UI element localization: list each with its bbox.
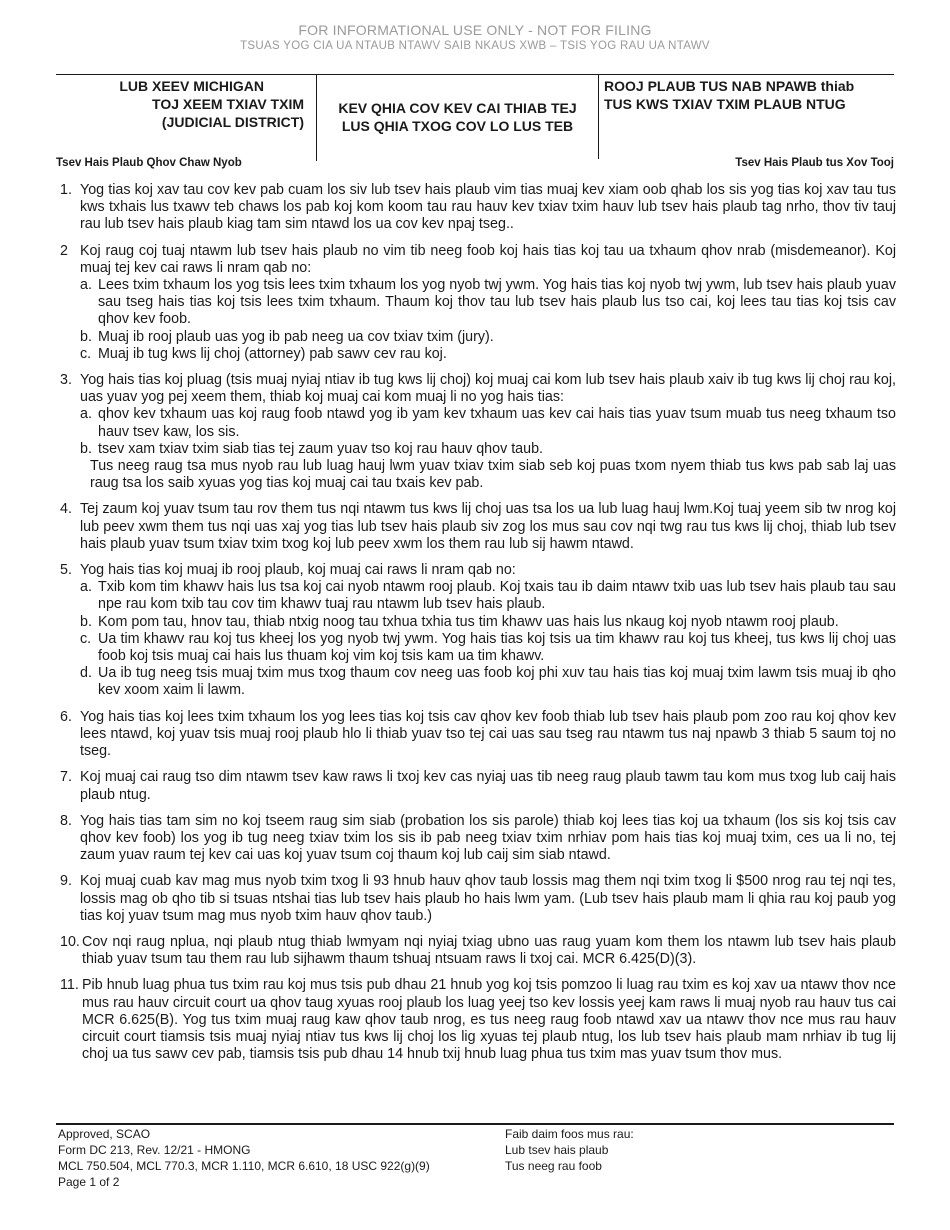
list-item	[60, 813, 896, 865]
item-note: Tus neeg raug tsa mus nyob rau lub luag hauj lwm yuav txiav txim siab seb koj puas txom nyem thiab tus kws pab sab laj uas raug tsa los saib xyuas yog tias koj muaj cai tau txais kev pab.	[90, 458, 896, 492]
list-item	[60, 243, 896, 363]
sub-item-text: Ua ib tug neeg tsis muaj txim mus txog thaum cov neeg uas foob koj phi xuv tau hais tias koj muaj txim lawm tsis muaj ib qho kev xoom xaim li lawm.	[98, 665, 896, 699]
item-text: Yog tias koj xav tau cov kev pab cuam los siv lub tsev hais plaub vim tias muaj kev xiam oob qhab los sis yog tias koj xav tau tus kws txhais lus txawv teb chaws los pab koj kom koom tau rau hauv kev txiav txim hauv lub tsev hais plaub tag nrho, thov tiv tauj rau lub tsev hais plaub kiag tam sim ntawd los ua cov kev npaj tseg..	[80, 182, 896, 233]
distribution-list	[505, 1126, 634, 1174]
sub-item-letter: a.	[80, 579, 92, 596]
sub-item-letter: a.	[80, 277, 92, 294]
sub-item-letter: b.	[80, 613, 92, 630]
list-item	[60, 977, 896, 1063]
informational-banner-hmong: TSUAS YOG CIA UA NTAUB NTAWV SAIB NKAUS XWB – TSIS YOG RAU UA NTAWV	[240, 40, 710, 52]
rights-list	[60, 182, 896, 1072]
sub-item-letter: a.	[80, 406, 92, 423]
item-number: 3.	[60, 372, 72, 389]
legal-citations: MCL 750.504, MCL 770.3, MCR 1.110, MCR 6.610, 18 USC 922(g)(9)	[58, 1159, 430, 1173]
sub-item	[80, 631, 896, 665]
case-number-label-2: TUS KWS TXIAV TXIM PLAUB NTUG	[604, 96, 846, 112]
court-address-label: Tsev Hais Plaub Qhov Chaw Nyob	[56, 157, 242, 169]
form-title-line-2: LUS QHIA TXOG COV LO LUS TEB	[341, 118, 574, 134]
item-text: Pib hnub luag phua tus txim rau koj mus tsis pub dhau 21 hnub yog koj tsis pomzoo li luag rau txim es koj xav ua ntawv thov nce mus rau hauv circuit court ua qhov taug xyuas rooj plaub los luag yeej tso kev lossis yeej kam raws li muaj nyob rau hauv tus cai MCR 6.625(B). Yog tus txim muaj raug kaw qhov taub nrog, es tus neeg raug foob ntawd xav ua ntawv thov nce mus rau hauv circuit court tiamsis tsis muaj nyiaj ntiav tus kws lij choj los lig xyuas tej plaub ntug, los lub tsev hais plaub mam nrhiav ib tug lij choj ua tus sawv cev pab, tiamsis tsis pub dhau 14 hnub txij hnub luag phua tus txim mas yuav tsum thov mus.	[82, 977, 896, 1063]
list-item	[60, 562, 896, 700]
list-item	[60, 873, 896, 925]
court-phone-label: Tsev Hais Plaub tus Xov Tooj	[735, 157, 894, 169]
sub-item	[80, 441, 896, 458]
sub-item-letter: b.	[80, 328, 92, 345]
page-number: Page 1 of 2	[58, 1175, 120, 1189]
sub-item	[80, 346, 896, 363]
sub-item-text: Lees txim txhaum los yog tsis lees txim txhaum los yog nyob twj ywm. Yog hais tias koj nyob twj ywm, lub tsev hais plaub yuav sau tseg hais tias koj tsis lees txim txhaum. Thaum koj thov tau lub tsev hais plaub lus tso cai, koj lees tau tias koj tsis cav qhov kev foob.	[98, 277, 896, 328]
item-number: 6.	[60, 708, 72, 725]
item-number: 10.	[60, 933, 80, 950]
distribution-defendant: Tus neeg rau foob	[505, 1159, 602, 1173]
sub-item	[80, 579, 896, 613]
sub-item-letter: d.	[80, 665, 92, 682]
item-number: 7.	[60, 769, 72, 786]
sub-item-letter: c.	[80, 630, 92, 647]
court-name-cell	[56, 75, 317, 161]
item-text: Yog hais tias koj lees txim txhaum los yog lees tias koj tsis cav qhov kev foob thiab lub tsev hais plaub pom zoo rau koj qhov kev lees ntawd, koj yuav tsis muaj rooj plaub hlo li thiab yuav tso tej cai uas sau tseg rau ntawm tus naj npawb 3 thiab 5 saum toj no tseg.	[80, 708, 896, 760]
list-item	[60, 769, 896, 803]
list-item	[60, 182, 896, 234]
case-number-label-1: ROOJ PLAUB TUS NAB NPAWB thiab	[604, 78, 855, 94]
list-item	[60, 501, 896, 553]
item-text: Yog hais tias koj pluag (tsis muaj nyiaj ntiav ib tug kws lij choj) koj muaj cai kom lub tsev hais plaub xaiv ib tug kws lij choj rau koj, uas yuav yog pej xeem them, thiab koj muaj cai kom muaj li no yog hais tias:	[80, 372, 896, 406]
item-text: Koj muaj cuab kav mag mus nyob txim txog li 93 hnub hauv qhov taub lossis mag them nqi txim txog li $500 nrog rau tej nqi tes, lossis mag ob qho tib si tsuas ntshai tias lub tsev hais plaub ho hais lwm yam. (Lub tsev hais plaub mam li qhia rau koj paub yog tias koj yuav tsum mag mus nyob txim hauv qhov taub.)	[80, 873, 896, 924]
item-number: 1.	[60, 182, 72, 198]
sub-item-text: Muaj ib tug kws lij choj (attorney) pab sawv cev rau koj.	[98, 345, 447, 362]
form-metadata	[58, 1126, 430, 1190]
court-state: LUB XEEV MICHIGAN	[119, 78, 264, 94]
sub-item	[80, 406, 896, 440]
list-item	[60, 709, 896, 761]
sub-item-text: Kom pom tau, hnov tau, thiab ntxig noog tau txhua txhia tus tim khawv uas hais lus nkaug koj nyob ntawm rooj plaub.	[98, 613, 839, 630]
item-text: Koj muaj cai raug tso dim ntawm tsev kaw raws li txoj kev cas nyiaj uas tib neeg raug plaub tawm tau kom mus txog lub caij hais plaub ntug.	[80, 769, 896, 803]
form-number: Form DC 213, Rev. 12/21 - HMONG	[58, 1143, 251, 1157]
footer-divider	[56, 1123, 894, 1125]
sub-item-text: Ua tim khawv rau koj tus kheej los yog nyob twj ywm. Yog hais tias koj tsis ua tim khawv rau koj tus kheej, tus kws lij choj uas foob koj tsis muaj cai hais lus thuam koj vim koj tsis kam ua tim khawv.	[98, 630, 896, 665]
sub-item-letter: b.	[80, 440, 92, 457]
list-item	[60, 372, 896, 492]
sub-item	[80, 665, 896, 699]
sub-item	[80, 329, 896, 346]
sub-item	[80, 614, 896, 631]
item-text: Tej zaum koj yuav tsum tau rov them tus nqi ntawm tus kws lij choj uas tsa los ua lub luag hauj lwm.Koj tuaj yeem sib tw nrog koj lub peev xwm them tus nqi uas xaj yog tias lub tsev hais plaub siv zog los mus sau cov nqi twg rau tus kws lij choj, thiab lub tsev hais plaub yuav tsum txiav txim txog koj lub peev xwm los them rau lub sij hawm ntawd.	[80, 501, 896, 552]
form-header	[56, 74, 894, 159]
distribution-court: Lub tsev hais plaub	[505, 1143, 609, 1157]
item-number: 4.	[60, 501, 72, 518]
case-number-cell	[604, 77, 894, 113]
item-number: 5.	[60, 562, 72, 579]
list-item	[60, 934, 896, 968]
informational-banner: FOR INFORMATIONAL USE ONLY - NOT FOR FILING	[298, 22, 652, 38]
item-text: Yog hais tias koj muaj ib rooj plaub, koj muaj cai raws li nram qab no:	[80, 562, 516, 579]
item-number: 9.	[60, 873, 72, 890]
court-district: (JUDICIAL DISTRICT)	[161, 114, 304, 130]
sub-item-letter: c.	[80, 345, 92, 362]
distribution-title: Faib daim foos mus rau:	[505, 1127, 634, 1141]
form-title-line-1: KEV QHIA COV KEV CAI THIAB TEJ	[338, 100, 577, 116]
sub-item-text: qhov kev txhaum uas koj raug foob ntawd yog ib yam kev txhaum uas kev cai hais tias yuav tsum muab tus neeg txhaum tso hauv tsev kaw, los sis.	[98, 406, 896, 440]
sub-item-text: Txib kom tim khawv hais lus tsa koj cai nyob ntawm rooj plaub. Koj txais tau ib daim ntawv txib uas lub tsev hais plaub tau sau npe rau kom txib tau cov tim khawv tuaj rau ntawm lub tsev hais plaub.	[98, 579, 896, 613]
item-number: 11.	[60, 977, 79, 994]
item-text: Cov nqi raug nplua, nqi plaub ntug thiab lwmyam nqi nyiaj txiag ubno uas raug yuam kom them los ntawm lub tsev hais plaub thiab yuav tsum tau them rau lub sijhawm thaum tshuaj ntsuam raws li txoj cai. MCR 6.425(D)(3).	[82, 933, 896, 968]
item-number: 8.	[60, 812, 72, 829]
sub-item-text: Muaj ib rooj plaub uas yog ib pab neeg ua cov txiav txim (jury).	[98, 328, 494, 345]
court-type: TOJ XEEM TXIAV TXIM	[152, 96, 304, 112]
item-number: 2	[60, 242, 68, 259]
item-text: Yog hais tias tam sim no koj tseem raug sim siab (probation los sis parole) thiab koj lees tias koj ua txhaum (los sis koj tsis cav qhov kev foob) los yog ib tug neeg txiav txim los sis ib pab neeg txiav txim nrhiav pom hais tias koj muaj txim, ces ua li no, tej zaum yuav raum tej kev cai uas koj yuav tsum coj thaum koj lub caij sim siab ntawd.	[80, 812, 896, 864]
form-title-cell	[317, 75, 599, 159]
sub-item-text: tsev xam txiav txim siab tias tej zaum yuav tso koj rau hauv qhov taub.	[98, 440, 543, 457]
approval-note: Approved, SCAO	[58, 1127, 151, 1141]
sub-item	[80, 277, 896, 329]
item-text: Koj raug coj tuaj ntawm lub tsev hais plaub no vim tib neeg foob koj hais tias koj tau ua txhaum qhov nrab (misdemeanor). Koj muaj tej kev cai raws li nram qab no:	[80, 242, 896, 276]
